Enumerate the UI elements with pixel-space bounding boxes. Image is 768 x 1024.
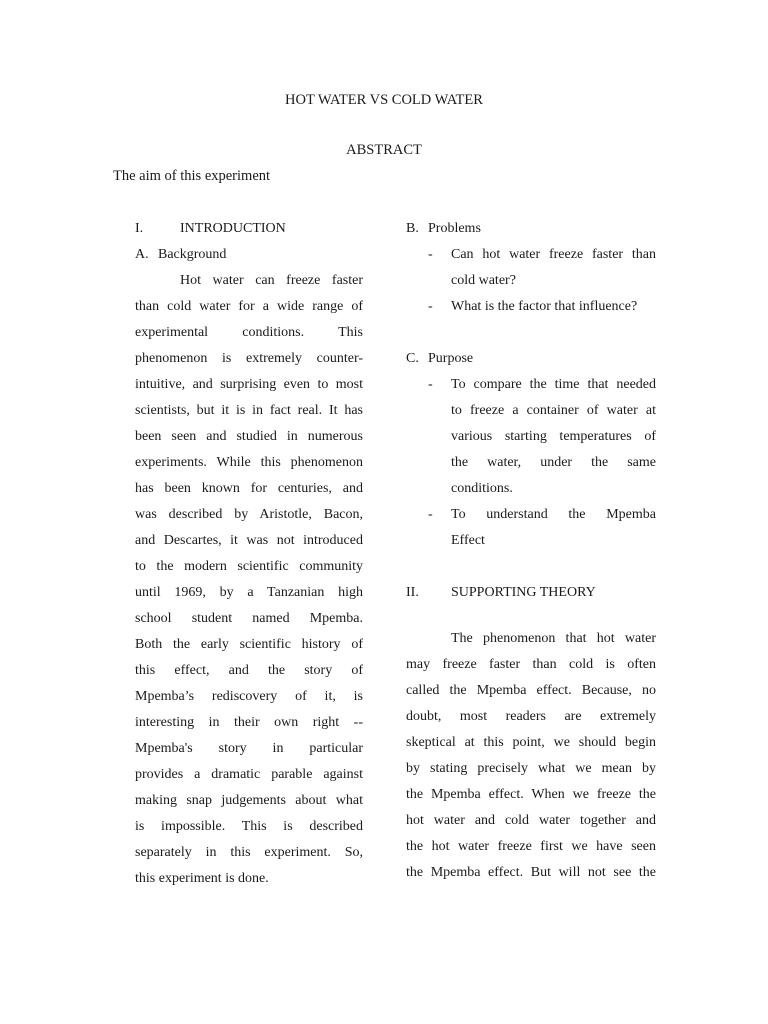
dash-bullet: - [428, 299, 433, 314]
dash-bullet: - [428, 377, 433, 392]
paragraph-line: than cold water for a wide range of [135, 299, 363, 314]
paragraph-line: Mpemba's story in particular [135, 741, 363, 756]
paragraph-line: this experiment is done. [135, 871, 269, 886]
paragraph-line: Both the early scientific history of [135, 637, 363, 652]
paragraph-line: The phenomenon that hot water [451, 631, 656, 646]
paragraph-line: to the modern scientific community [135, 559, 363, 574]
paragraph-line: Hot water can freeze faster [180, 273, 363, 288]
subsection-heading-background [135, 242, 363, 268]
list-item [406, 372, 656, 398]
paragraph-line: phenomenon is extremely counter- [135, 351, 363, 366]
paragraph-line: Mpemba’s rediscovery of it, is [135, 689, 363, 704]
paragraph-line: until 1969, by a Tanzanian high [135, 585, 363, 600]
subsection-heading-purpose [406, 346, 656, 372]
paragraph-line: this effect, and the story of [135, 663, 363, 678]
paragraph-line: doubt, most readers are extremely [406, 709, 656, 724]
paragraph-line: the Mpemba effect. When we freeze the [406, 787, 656, 802]
paragraph-line: is impossible. This is described [135, 819, 363, 834]
list-item-continuation: to freeze a container of water at [451, 403, 656, 418]
paragraph-line: hot water and cold water together and [406, 813, 656, 828]
section-title: INTRODUCTION [180, 221, 286, 236]
right-column [406, 216, 656, 886]
paragraph-line: scientists, but it is in fact real. It has [135, 403, 363, 418]
paragraph-line: intuitive, and surprising even to most [135, 377, 363, 392]
document-title: HOT WATER VS COLD WATER [285, 92, 483, 108]
section-heading-supporting-theory [406, 580, 656, 606]
subsection-letter: A. [135, 247, 149, 262]
list-item-continuation: conditions. [451, 481, 513, 496]
paragraph-line: experimental conditions. This [135, 325, 363, 340]
subsection-title: Problems [428, 221, 481, 236]
subsection-heading-problems [406, 216, 656, 242]
section-title: SUPPORTING THEORY [451, 585, 596, 600]
abstract-heading: ABSTRACT [346, 142, 422, 158]
paragraph-line: school student named Mpemba. [135, 611, 363, 626]
list-item [406, 502, 656, 528]
paragraph-line: making snap judgements about what [135, 793, 363, 808]
paragraph-line: skeptical at this point, we should begin [406, 735, 656, 750]
list-item-text: To understand the Mpemba [451, 507, 656, 522]
list-item-continuation: various starting temperatures of [451, 429, 656, 444]
abstract-text: The aim of this experiment [113, 168, 271, 184]
list-item [406, 242, 656, 268]
list-item-text: To compare the time that needed [451, 377, 656, 392]
list-item-text: What is the factor that influence? [451, 299, 638, 314]
list-item-continuation: Effect [451, 533, 485, 548]
section-heading-introduction [135, 216, 363, 242]
list-item-text: Can hot water freeze faster than [451, 247, 656, 262]
section-number: I. [135, 221, 144, 236]
paragraph-line: was described by Aristotle, Bacon, [135, 507, 363, 522]
paragraph-line: been seen and studied in numerous [135, 429, 363, 444]
paragraph-line: the hot water freeze first we have seen [406, 839, 656, 854]
paragraph-line: provides a dramatic parable against [135, 767, 363, 782]
section-number: II. [406, 585, 419, 600]
paragraph-line: interesting in their own right -- [135, 715, 363, 730]
paragraph-line: experiments. While this phenomenon [135, 455, 363, 470]
subsection-title: Purpose [428, 351, 474, 366]
list-item [406, 294, 656, 320]
paragraph-line: called the Mpemba effect. Because, no [406, 683, 656, 698]
list-item-continuation: cold water? [451, 273, 516, 288]
dash-bullet: - [428, 247, 433, 262]
paragraph-line: may freeze faster than cold is often [406, 657, 656, 672]
left-column [135, 216, 363, 892]
list-item-continuation: the water, under the same [451, 455, 656, 470]
paragraph-line: the Mpemba effect. But will not see the [406, 865, 656, 880]
paragraph-line: by stating precisely what we mean by [406, 761, 656, 776]
subsection-title: Background [158, 247, 227, 262]
subsection-letter: C. [406, 351, 419, 366]
paragraph-line: and Descartes, it was not introduced [135, 533, 363, 548]
subsection-letter: B. [406, 221, 419, 236]
paragraph-line: has been known for centuries, and [135, 481, 363, 496]
dash-bullet: - [428, 507, 433, 522]
paragraph-line: separately in this experiment. So, [135, 845, 363, 860]
